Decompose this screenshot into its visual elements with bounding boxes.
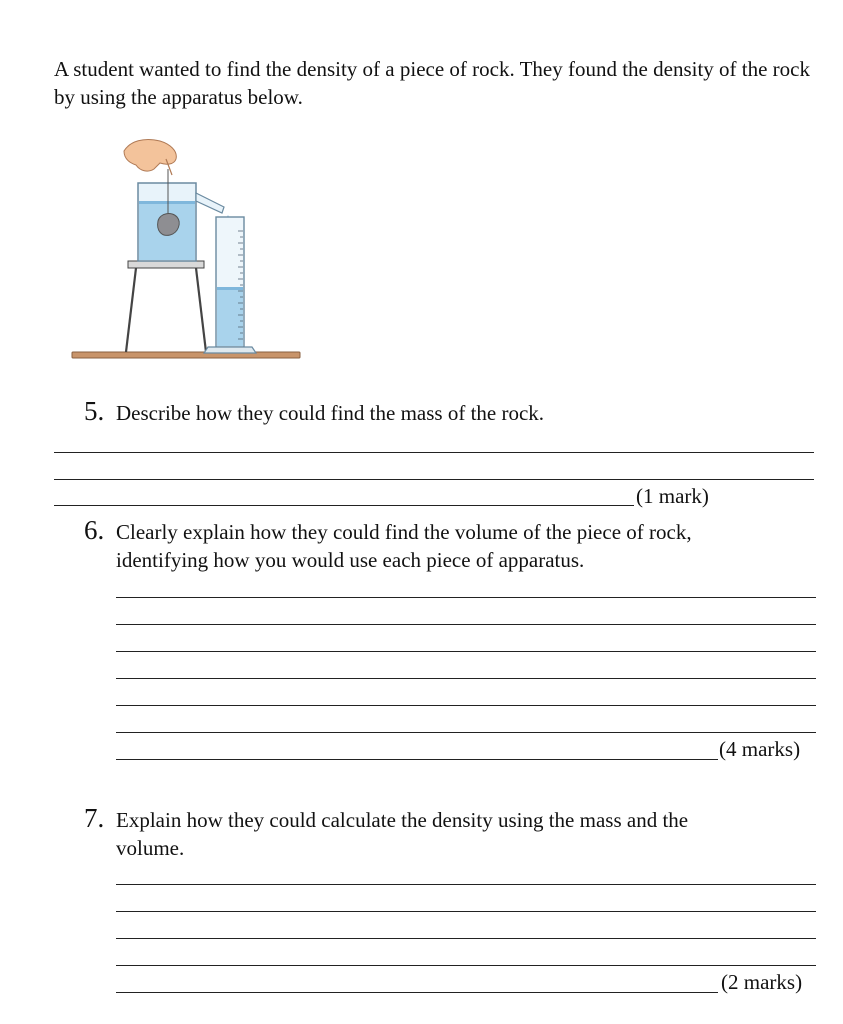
marks-label: (2 marks)	[721, 970, 803, 994]
answer-line[interactable]	[116, 992, 718, 993]
answer-line[interactable]	[116, 884, 816, 885]
marks-label: (4 marks)	[719, 737, 801, 761]
apparatus-illustration	[68, 135, 308, 365]
answer-line[interactable]	[116, 911, 816, 912]
bench-icon	[72, 352, 300, 358]
marks-label: (1 mark)	[636, 484, 709, 508]
question-text: Clearly explain how they could find the volume of the piece of rock,	[116, 520, 692, 544]
answer-line[interactable]	[116, 732, 816, 733]
tripod-stand-icon	[126, 261, 206, 352]
question-text: volume.	[116, 836, 185, 860]
answer-line[interactable]	[54, 505, 634, 506]
rock-icon	[158, 214, 180, 236]
intro-text: A student wanted to find the density of a piece of rock. They found the density of the rock by using the apparatus below.	[54, 57, 810, 109]
question-text: Explain how they could calculate the density using the mass and the	[116, 808, 689, 832]
measuring-cylinder-icon	[204, 217, 256, 353]
answer-line[interactable]	[116, 624, 816, 625]
answer-line[interactable]	[116, 651, 816, 652]
answer-line[interactable]	[116, 705, 816, 706]
answer-line[interactable]	[116, 938, 816, 939]
question-text: Describe how they could find the mass of the rock.	[116, 401, 545, 425]
question-number: 5.	[84, 396, 105, 426]
answer-line[interactable]	[116, 678, 816, 679]
answer-line[interactable]	[54, 452, 814, 453]
apparatus-figure	[68, 135, 308, 365]
question-text: identifying how you would use each piece of apparatus.	[116, 548, 585, 572]
answer-line[interactable]	[116, 597, 816, 598]
question-number: 7.	[84, 803, 105, 833]
answer-line[interactable]	[116, 759, 718, 760]
answer-line[interactable]	[54, 479, 814, 480]
answer-line[interactable]	[116, 965, 816, 966]
displacement-can-icon	[138, 183, 224, 261]
question-number: 6.	[84, 515, 105, 545]
